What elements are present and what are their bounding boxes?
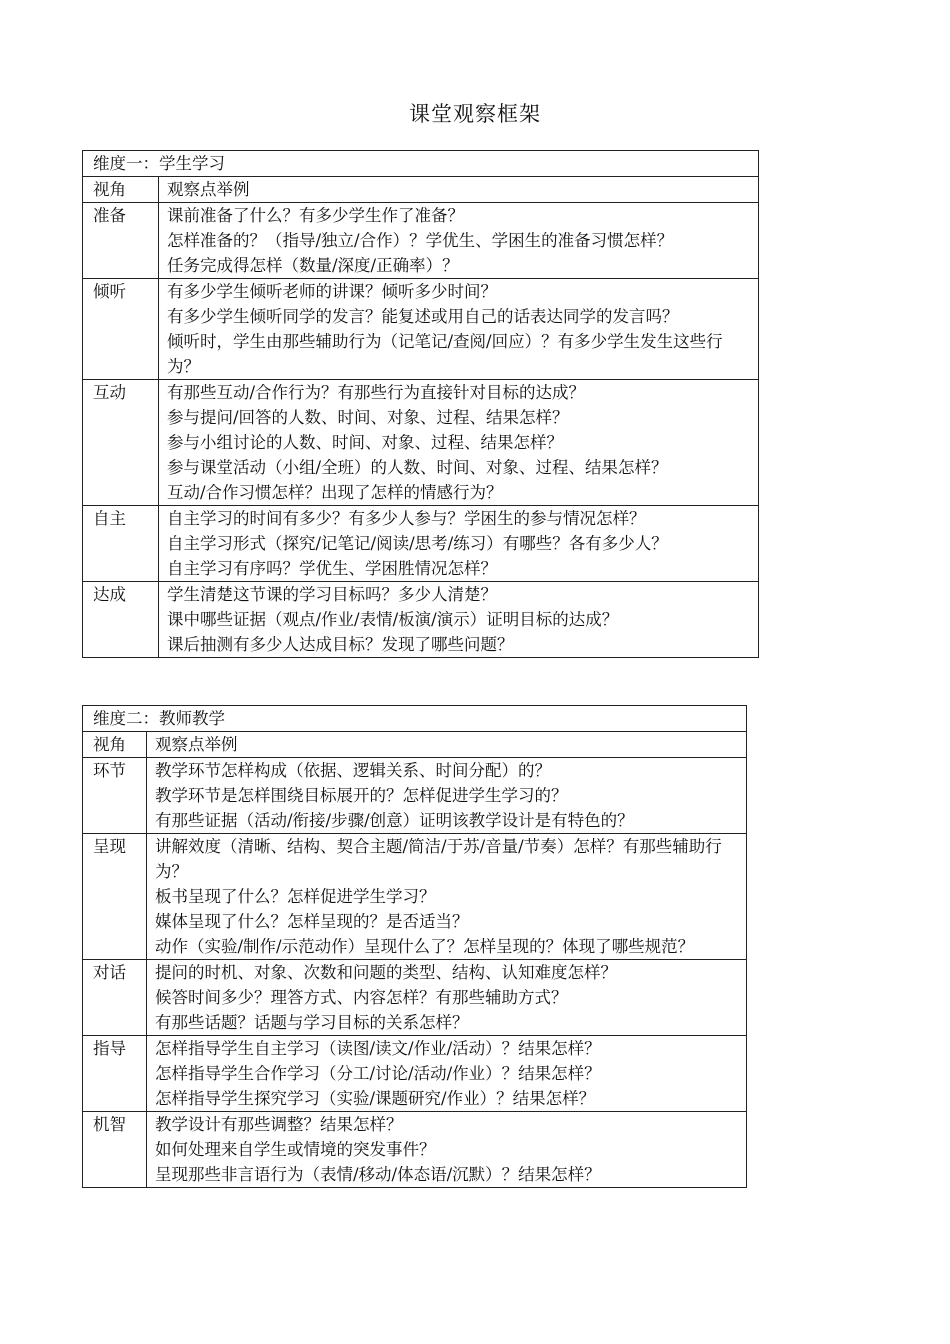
column-header-row bbox=[83, 732, 747, 758]
perspective-cell: 呈现 bbox=[83, 834, 147, 960]
perspective-cell: 达成 bbox=[83, 582, 159, 658]
table-row bbox=[83, 1036, 747, 1112]
column-header-perspective: 视角 bbox=[83, 732, 147, 758]
observation-point: 怎样指导学生探究学习（实验/课题研究/作业）？结果怎样？ bbox=[155, 1089, 596, 1108]
observation-point: 参与小组讨论的人数、时间、对象、过程、结果怎样？ bbox=[167, 433, 563, 452]
observation-point: 有那些证据（活动/衔接/步骤/创意）证明该教学设计是有特色的？ bbox=[155, 811, 634, 830]
observation-point: 板书呈现了什么？怎样促进学生学习？ bbox=[155, 887, 436, 906]
observation-point: 呈现那些非言语行为（表情/移动/体态语/沉默）？结果怎样？ bbox=[155, 1165, 601, 1184]
observation-point: 有那些话题？话题与学习目标的关系怎样？ bbox=[155, 1013, 469, 1032]
perspective-cell: 机智 bbox=[83, 1112, 147, 1188]
observation-point: 教学环节是怎样围绕目标展开的？怎样促进学生学习的？ bbox=[155, 786, 568, 805]
dimension-header: 维度二：教师教学 bbox=[83, 706, 747, 732]
observation-point: 参与课堂活动（小组/全班）的人数、时间、对象、过程、结果怎样？ bbox=[167, 458, 668, 477]
perspective-cell: 准备 bbox=[83, 203, 159, 279]
perspective-cell: 指导 bbox=[83, 1036, 147, 1112]
table-row bbox=[83, 834, 747, 960]
observation-point: 教学环节怎样构成（依据、逻辑关系、时间分配）的？ bbox=[155, 761, 551, 780]
observation-points-cell bbox=[147, 1036, 747, 1112]
observation-points-cell bbox=[147, 834, 747, 960]
column-header-examples: 观察点举例 bbox=[159, 177, 759, 203]
observation-point: 有多少学生倾听同学的发言？能复述或用自己的话表达同学的发言吗？ bbox=[167, 307, 679, 326]
table-header-row bbox=[83, 706, 747, 732]
table-row bbox=[83, 279, 759, 380]
observation-point: 怎样指导学生自主学习（读图/读文/作业/活动）？结果怎样？ bbox=[155, 1039, 601, 1058]
perspective-cell: 自主 bbox=[83, 506, 159, 582]
table-row bbox=[83, 1112, 747, 1188]
observation-point: 课前准备了什么？有多少学生作了准备？ bbox=[167, 206, 464, 225]
observation-point: 教学设计有那些调整？结果怎样？ bbox=[155, 1115, 403, 1134]
table-row bbox=[83, 380, 759, 506]
observation-point: 讲解效度（清晰、结构、契合主题/简洁/于苏/音量/节奏）怎样？有那些辅助行为？ bbox=[155, 837, 722, 881]
observation-point: 怎样指导学生合作学习（分工/讨论/活动/作业）？结果怎样？ bbox=[155, 1064, 601, 1083]
observation-point: 任务完成得怎样（数量/深度/正确率）？ bbox=[167, 256, 459, 275]
table-row bbox=[83, 203, 759, 279]
observation-point: 课中哪些证据（观点/作业/表情/板演/演示）证明目标的达成？ bbox=[167, 610, 619, 629]
observation-point: 提问的时机、对象、次数和问题的类型、结构、认知难度怎样？ bbox=[155, 963, 617, 982]
observation-points-cell bbox=[159, 506, 759, 582]
observation-points-cell bbox=[147, 960, 747, 1036]
perspective-cell: 对话 bbox=[83, 960, 147, 1036]
observation-points-cell bbox=[159, 203, 759, 279]
observation-points-cell bbox=[159, 279, 759, 380]
dimension-one-table bbox=[82, 150, 759, 658]
observation-point: 倾听时，学生由那些辅助行为（记笔记/查阅/回应）？有多少学生发生这些行为？ bbox=[167, 332, 723, 376]
page-title: 课堂观察框架 bbox=[409, 102, 541, 126]
observation-point: 怎样准备的？（指导/独立/合作）？学优生、学困生的准备习惯怎样？ bbox=[167, 231, 674, 250]
column-header-row bbox=[83, 177, 759, 203]
observation-point: 自主学习的时间有多少？有多少人参与？学困生的参与情况怎样？ bbox=[167, 509, 646, 528]
observation-point: 自主学习形式（探究/记笔记/阅读/思考/练习）有哪些？各有多少人？ bbox=[167, 534, 668, 553]
table-header-row bbox=[83, 151, 759, 177]
observation-point: 如何处理来自学生或情境的突发事件？ bbox=[155, 1140, 436, 1159]
observation-point: 课后抽测有多少人达成目标？发现了哪些问题？ bbox=[167, 635, 514, 654]
column-header-perspective: 视角 bbox=[83, 177, 159, 203]
observation-point: 媒体呈现了什么？怎样呈现的？是否适当？ bbox=[155, 912, 469, 931]
observation-point: 动作（实验/制作/示范动作）呈现什么了？怎样呈现的？体现了哪些规范？ bbox=[155, 937, 695, 956]
observation-point: 互动/合作习惯怎样？出现了怎样的情感行为？ bbox=[167, 483, 503, 502]
table-row bbox=[83, 582, 759, 658]
perspective-cell: 环节 bbox=[83, 758, 147, 834]
observation-point: 有那些互动/合作行为？有那些行为直接针对目标的达成？ bbox=[167, 383, 586, 402]
observation-points-cell bbox=[159, 380, 759, 506]
observation-point: 自主学习有序吗？学优生、学困胜情况怎样？ bbox=[167, 559, 497, 578]
table-row bbox=[83, 506, 759, 582]
observation-points-cell bbox=[147, 1112, 747, 1188]
perspective-cell: 倾听 bbox=[83, 279, 159, 380]
dimension-two-table bbox=[82, 705, 747, 1188]
column-header-examples: 观察点举例 bbox=[147, 732, 747, 758]
perspective-cell: 互动 bbox=[83, 380, 159, 506]
observation-point: 候答时间多少？理答方式、内容怎样？有那些辅助方式？ bbox=[155, 988, 568, 1007]
observation-point: 参与提问/回答的人数、时间、对象、过程、结果怎样？ bbox=[167, 408, 569, 427]
dimension-header: 维度一：学生学习 bbox=[83, 151, 759, 177]
observation-point: 有多少学生倾听老师的讲课？倾听多少时间？ bbox=[167, 282, 497, 301]
observation-point: 学生清楚这节课的学习目标吗？多少人清楚？ bbox=[167, 585, 497, 604]
observation-points-cell bbox=[159, 582, 759, 658]
observation-points-cell bbox=[147, 758, 747, 834]
table-row bbox=[83, 960, 747, 1036]
table-row bbox=[83, 758, 747, 834]
